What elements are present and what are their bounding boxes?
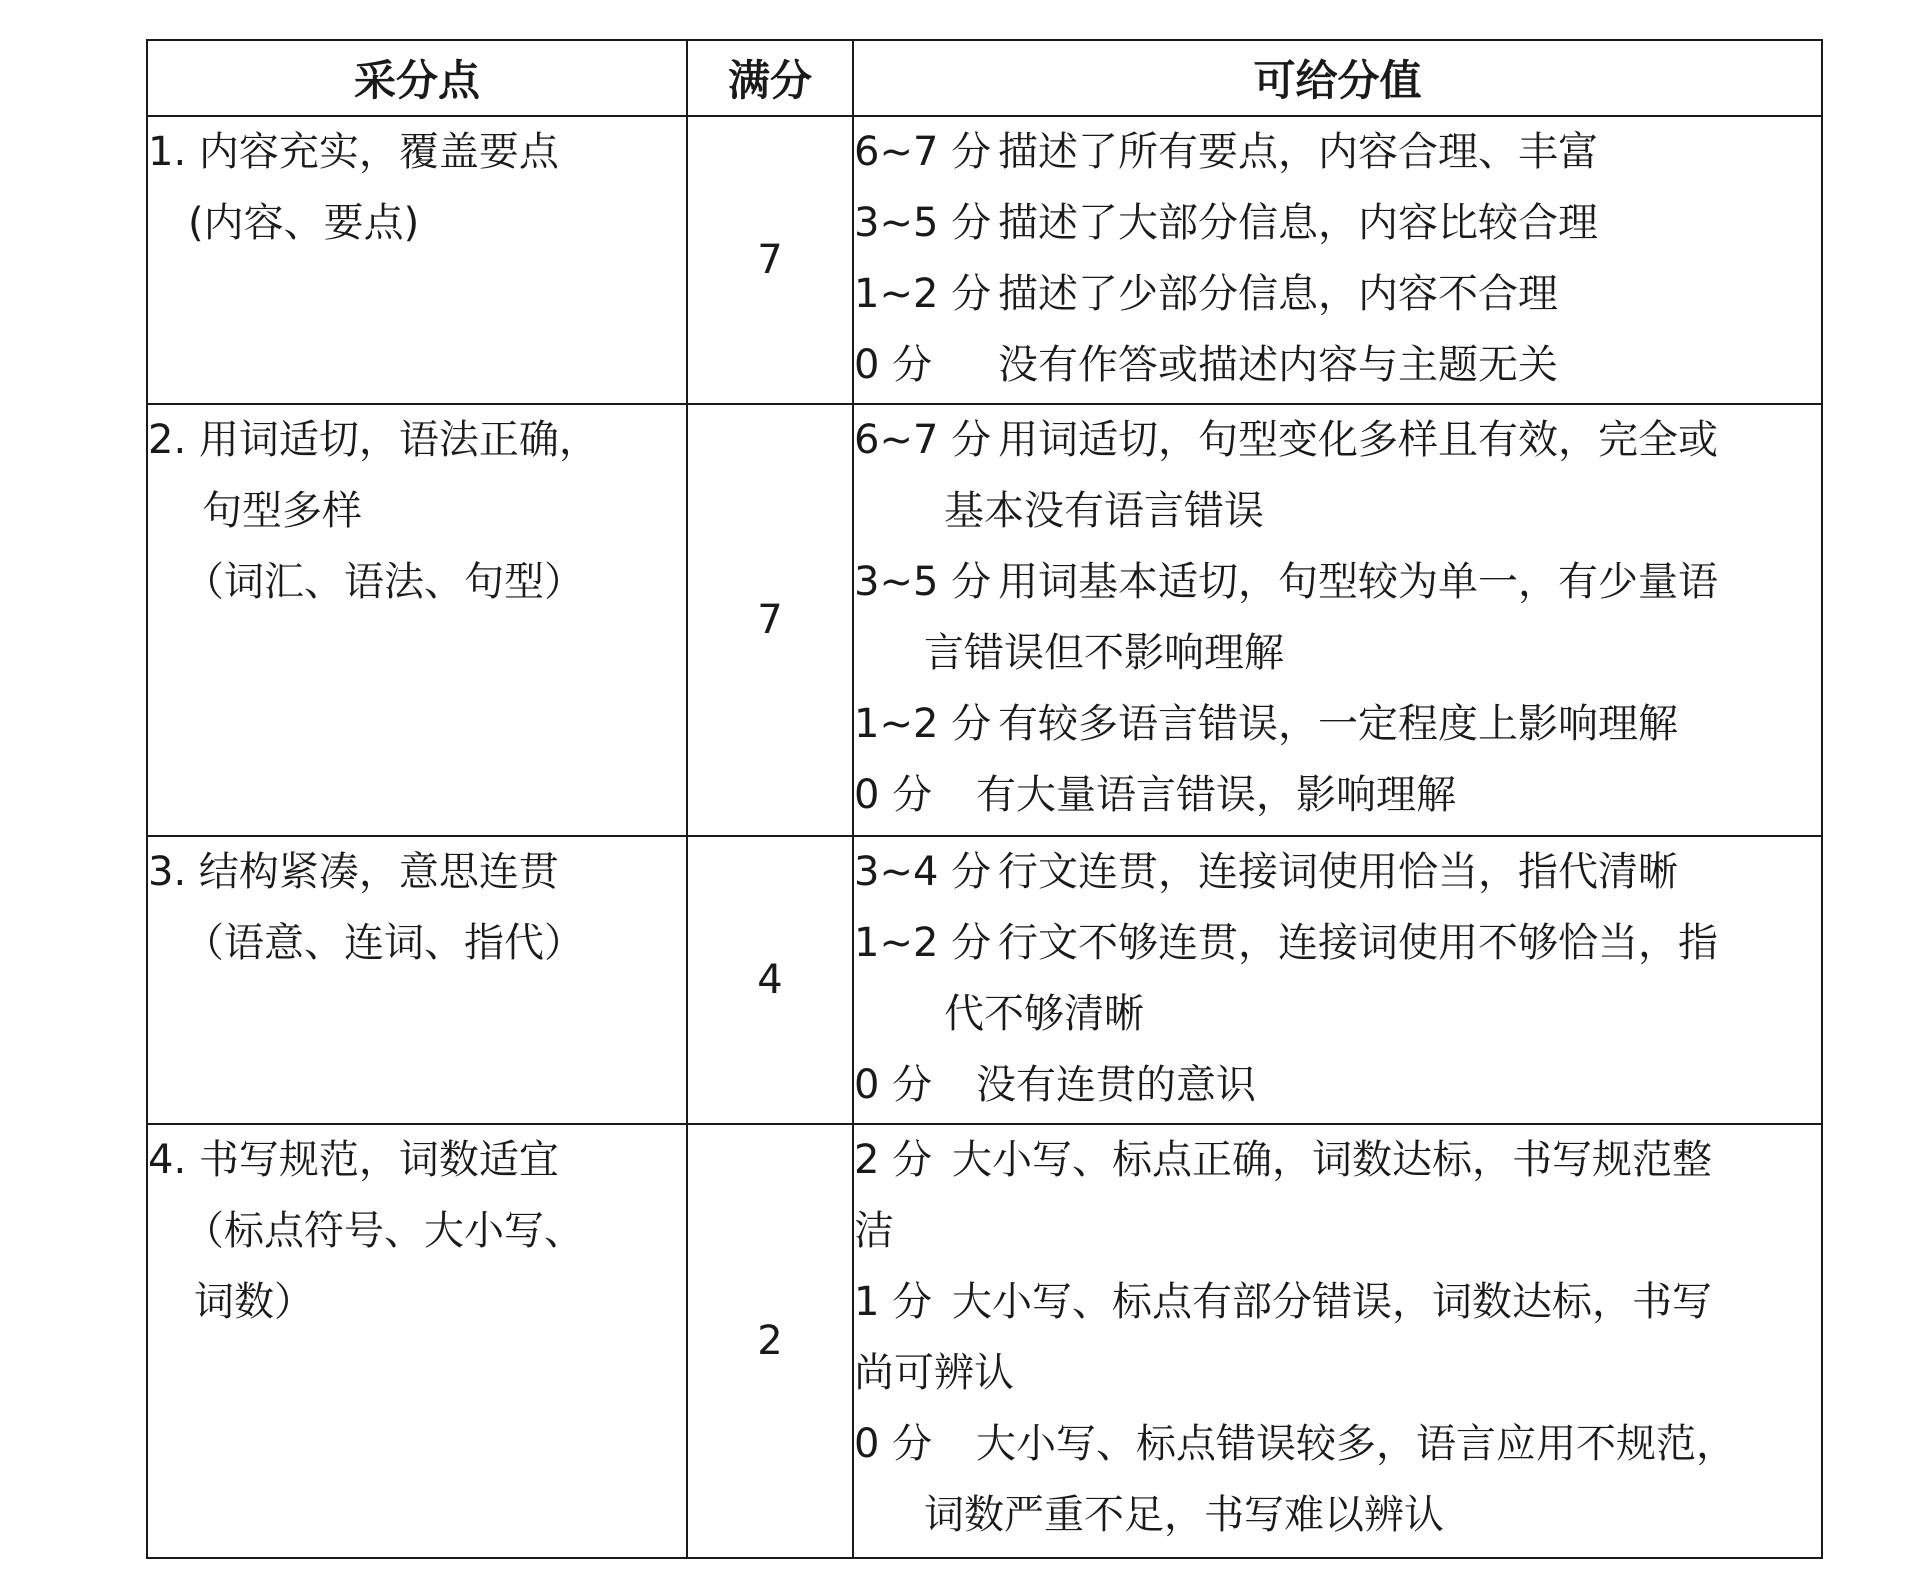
level-text: 描述了所有要点，内容合理、丰富: [998, 129, 1598, 175]
criterion-aspects: (内容、要点): [188, 200, 420, 246]
level-item: [854, 405, 1821, 476]
level-score: 0 分: [854, 772, 933, 818]
level-text: 用词基本适切，句型较为单一，有少量语: [998, 559, 1718, 605]
level-item: [854, 760, 1821, 831]
level-score: 0 分: [854, 1062, 933, 1108]
level-item: [854, 1267, 1821, 1338]
level-text-continued: 词数严重不足，书写难以辨认: [924, 1492, 1444, 1538]
level-text-continued: 洁: [854, 1208, 894, 1254]
criterion-cell: [147, 836, 687, 1124]
criterion-title: 4. 书写规范，词数适宜: [148, 1137, 559, 1183]
level-score: 0 分: [854, 1421, 933, 1467]
levels-cell: [853, 404, 1822, 836]
level-text: 大小写、标点错误较多，语言应用不规范，: [976, 1421, 1736, 1467]
level-text: 有较多语言错误，一定程度上影响理解: [998, 701, 1678, 747]
levels-cell: [853, 836, 1822, 1124]
criterion-aspects: （标点符号、大小写、: [184, 1208, 584, 1254]
level-score: 3~4 分: [854, 849, 992, 895]
criterion-cell: [147, 1124, 687, 1558]
rubric-row-writing: [147, 1124, 1822, 1558]
level-text: 大小写、标点正确，词数达标，书写规范整: [952, 1137, 1712, 1183]
level-text: 行文不够连贯，连接词使用不够恰当，指: [998, 920, 1718, 966]
header-max-score: 满分: [687, 40, 853, 116]
level-text: 描述了少部分信息，内容不合理: [998, 271, 1558, 317]
level-item: [854, 547, 1821, 618]
level-item: [854, 1050, 1821, 1121]
level-text-continued: 言错误但不影响理解: [924, 630, 1284, 676]
criterion-cell: [147, 404, 687, 836]
level-score: 1~2 分: [854, 920, 992, 966]
criterion-title: 2. 用词适切，语法正确，: [148, 417, 599, 463]
level-text-continued: 基本没有语言错误: [944, 488, 1264, 534]
level-text: 没有连贯的意识: [976, 1062, 1256, 1108]
level-item: [854, 908, 1821, 979]
level-item: [854, 837, 1821, 908]
level-score: 6~7 分: [854, 417, 992, 463]
level-score: 1 分: [854, 1279, 933, 1325]
criterion-aspects: （词汇、语法、句型）: [184, 559, 584, 605]
level-score: 3~5 分: [854, 559, 992, 605]
level-score: 2 分: [854, 1137, 933, 1183]
level-text: 用词适切，句型变化多样且有效，完全或: [998, 417, 1718, 463]
level-text: 没有作答或描述内容与主题无关: [998, 342, 1558, 388]
rubric-row-language: [147, 404, 1822, 836]
level-score: 0 分: [854, 342, 933, 388]
level-item: [854, 1409, 1821, 1480]
header-criteria: 采分点: [147, 40, 687, 116]
level-score: 3~5 分: [854, 200, 992, 246]
header-levels: 可给分值: [853, 40, 1822, 116]
scoring-rubric-table: [146, 39, 1823, 1559]
criterion-aspects: （语意、连词、指代）: [184, 920, 584, 966]
level-item: [854, 1125, 1821, 1196]
level-text: 描述了大部分信息，内容比较合理: [998, 200, 1598, 246]
header-row: [147, 40, 1822, 116]
level-item: [854, 188, 1821, 259]
rubric-row-content: [147, 116, 1822, 404]
criterion-aspects-cont: 词数）: [194, 1279, 314, 1325]
level-item: [854, 330, 1821, 401]
criterion-cell: [147, 116, 687, 404]
level-text: 大小写、标点有部分错误，词数达标，书写: [952, 1279, 1712, 1325]
max-score-cell: 2: [687, 1124, 853, 1558]
max-score-cell: 7: [687, 116, 853, 404]
level-score: 1~2 分: [854, 271, 992, 317]
levels-cell: [853, 1124, 1822, 1558]
criterion-title: 3. 结构紧凑，意思连贯: [148, 849, 559, 895]
max-score-cell: 7: [687, 404, 853, 836]
criterion-title-cont: 句型多样: [202, 488, 362, 534]
criterion-title: 1. 内容充实，覆盖要点: [148, 129, 559, 175]
level-text: 有大量语言错误，影响理解: [976, 772, 1456, 818]
rubric-row-coherence: [147, 836, 1822, 1124]
level-text-continued: 尚可辨认: [854, 1350, 1014, 1396]
level-text-continued: 代不够清晰: [944, 991, 1144, 1037]
level-item: [854, 259, 1821, 330]
level-score: 6~7 分: [854, 129, 992, 175]
level-item: [854, 689, 1821, 760]
level-text: 行文连贯，连接词使用恰当，指代清晰: [998, 849, 1678, 895]
levels-cell: [853, 116, 1822, 404]
level-item: [854, 117, 1821, 188]
max-score-cell: 4: [687, 836, 853, 1124]
level-score: 1~2 分: [854, 701, 992, 747]
